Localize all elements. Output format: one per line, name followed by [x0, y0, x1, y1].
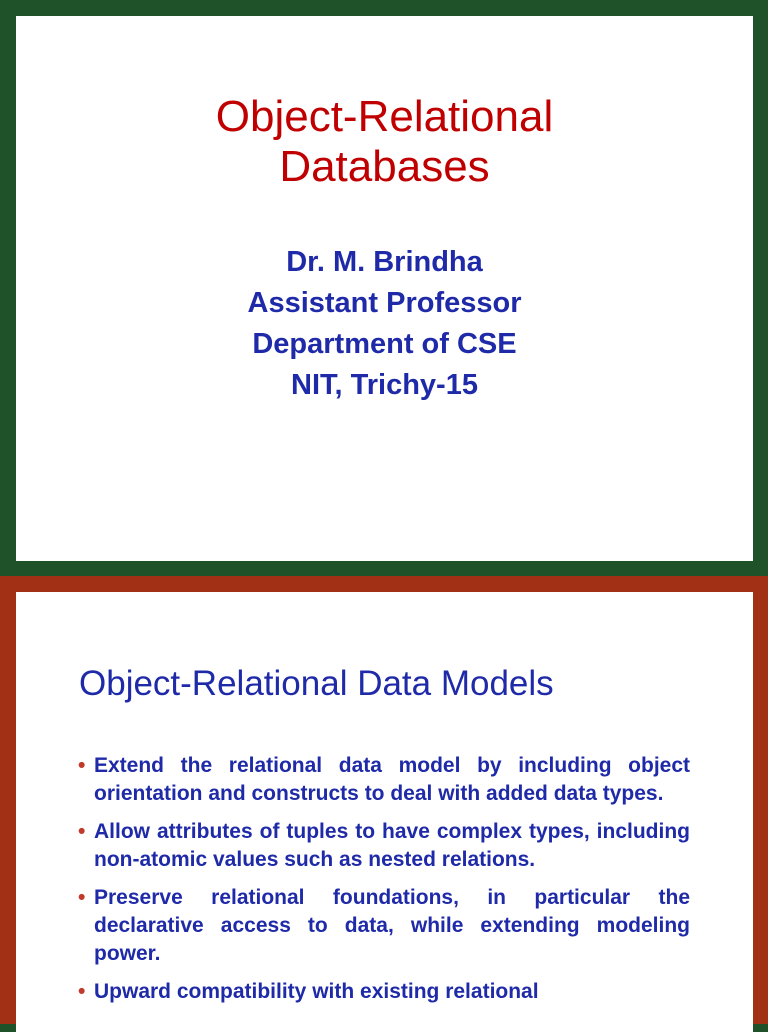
bullet-list	[78, 752, 690, 1016]
author-department: Department of CSE	[252, 328, 517, 360]
bullet-text: Preserve relational foundations, in particular the declarative access to data, while extending modeling power.	[94, 886, 690, 965]
slide-2-frame	[0, 576, 768, 1024]
title-line-1: Object-Relational	[215, 92, 554, 141]
list-item	[78, 884, 690, 968]
author-role: Assistant Professor	[247, 287, 522, 319]
list-item	[78, 978, 690, 1006]
bullet-text: Allow attributes of tuples to have complex types, including non-atomic values such as nested relations.	[94, 820, 690, 871]
author-institution: NIT, Trichy-15	[291, 369, 478, 401]
bullet-icon: •	[78, 754, 86, 777]
bullet-icon: •	[78, 980, 86, 1003]
slide-1	[16, 16, 753, 561]
bullet-text: Extend the relational data model by including object orientation and constructs to deal with added data types.	[94, 754, 690, 805]
bullet-text: Upward compatibility with existing relational	[94, 980, 539, 1003]
slide-2	[16, 592, 753, 1032]
slide-title	[16, 92, 753, 192]
title-line-2: Databases	[279, 142, 490, 191]
slide-2-title: Object-Relational Data Models	[79, 664, 554, 703]
list-item	[78, 752, 690, 808]
bullet-icon: •	[78, 886, 86, 909]
list-item	[78, 818, 690, 874]
bullet-icon: •	[78, 820, 86, 843]
author-block	[16, 242, 753, 406]
author-name: Dr. M. Brindha	[286, 246, 483, 278]
